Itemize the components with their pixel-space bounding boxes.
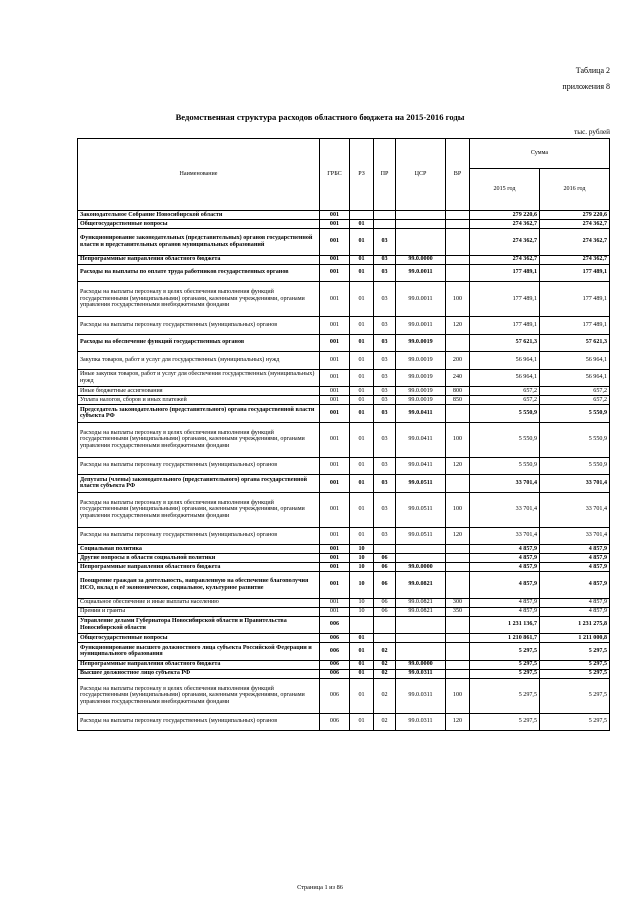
row-rz-cell: 01 (350, 334, 374, 352)
row-name-cell: Расходы на выплаты персоналу в целях обеспечения выполнения функций государственными (муниципальными) органами, казенными учреждениями, органами управления государственными внебюджетными фондами (78, 492, 320, 527)
col-header-grbs: ГРБС (320, 139, 350, 211)
row-csr-cell: 99.0.0011 (396, 317, 446, 335)
row-2016-cell: 5 297,5 (540, 678, 610, 713)
row-rz-cell: 01 (350, 405, 374, 423)
row-pr-cell: 03 (374, 369, 396, 387)
row-csr-cell (396, 616, 446, 634)
row-pr-cell: 06 (374, 563, 396, 572)
row-rz-cell: 10 (350, 607, 374, 616)
row-vr-cell (446, 475, 470, 493)
row-csr-cell: 99.0.0311 (396, 669, 446, 678)
row-2016-cell: 5 297,5 (540, 660, 610, 669)
row-2015-cell: 4 857,9 (470, 572, 540, 599)
row-pr-cell: 02 (374, 660, 396, 669)
row-vr-cell (446, 572, 470, 599)
row-2015-cell: 33 701,4 (470, 475, 540, 493)
row-name-cell: Функционирование законодательных (представительных) органов государственной власти и представительных органов муниципальных образований (78, 229, 320, 256)
row-rz-cell: 01 (350, 527, 374, 545)
row-pr-cell: 03 (374, 282, 396, 317)
table-row (78, 527, 610, 545)
row-2015-cell: 4 857,9 (470, 607, 540, 616)
table-row (78, 669, 610, 678)
col-header-sum: Сумма (470, 139, 610, 169)
table-row (78, 678, 610, 713)
row-vr-cell: 120 (446, 317, 470, 335)
row-csr-cell: 99.0.0011 (396, 264, 446, 282)
row-rz-cell: 10 (350, 572, 374, 599)
row-pr-cell: 03 (374, 334, 396, 352)
row-grbs-cell: 001 (320, 387, 350, 396)
row-2015-cell: 56 964,1 (470, 352, 540, 370)
row-vr-cell: 800 (446, 387, 470, 396)
row-grbs-cell: 001 (320, 563, 350, 572)
row-rz-cell: 01 (350, 352, 374, 370)
row-2015-cell: 274 362,7 (470, 220, 540, 229)
table-row (78, 317, 610, 335)
row-pr-cell: 03 (374, 317, 396, 335)
row-name-cell: Расходы на выплаты персоналу государственных (муниципальных) органов (78, 457, 320, 475)
row-2015-cell: 4 857,9 (470, 563, 540, 572)
row-pr-cell: 02 (374, 678, 396, 713)
row-2016-cell: 177 489,1 (540, 317, 610, 335)
row-rz-cell: 01 (350, 220, 374, 229)
row-csr-cell (396, 211, 446, 220)
row-vr-cell (446, 643, 470, 661)
row-rz-cell: 01 (350, 282, 374, 317)
document-title: Ведомственная структура расходов областного бюджета на 2015-2016 годы (175, 112, 465, 122)
row-grbs-cell: 001 (320, 220, 350, 229)
row-pr-cell (374, 634, 396, 643)
row-2015-cell: 657,2 (470, 396, 540, 405)
row-vr-cell: 100 (446, 282, 470, 317)
row-grbs-cell: 001 (320, 554, 350, 563)
row-name-cell: Непрограммные направления областного бюджета (78, 255, 320, 264)
row-grbs-cell: 001 (320, 572, 350, 599)
row-2016-cell: 4 857,9 (540, 598, 610, 607)
table-row (78, 554, 610, 563)
row-csr-cell (396, 634, 446, 643)
table-row (78, 616, 610, 634)
row-csr-cell: 99.0.0511 (396, 475, 446, 493)
row-vr-cell (446, 563, 470, 572)
row-2015-cell: 177 489,1 (470, 264, 540, 282)
page-number: Страница 1 из 86 (297, 884, 343, 891)
row-csr-cell: 99.0.0311 (396, 713, 446, 731)
row-vr-cell: 100 (446, 492, 470, 527)
row-name-cell: Непрограммные направления областного бюджета (78, 563, 320, 572)
row-rz-cell: 01 (350, 264, 374, 282)
row-vr-cell (446, 264, 470, 282)
row-pr-cell: 03 (374, 229, 396, 256)
row-csr-cell: 99.0.0000 (396, 660, 446, 669)
row-pr-cell (374, 616, 396, 634)
row-vr-cell (446, 669, 470, 678)
row-pr-cell: 03 (374, 422, 396, 457)
units-label: тыс. рублей (574, 128, 610, 136)
row-rz-cell: 10 (350, 563, 374, 572)
row-name-cell: Общегосударственные вопросы (78, 634, 320, 643)
row-name-cell: Другие вопросы в области социальной политики (78, 554, 320, 563)
row-grbs-cell: 001 (320, 422, 350, 457)
row-2016-cell: 4 857,9 (540, 554, 610, 563)
col-header-2015: 2015 год (470, 169, 540, 211)
row-2015-cell: 33 701,4 (470, 492, 540, 527)
row-2015-cell: 5 297,5 (470, 660, 540, 669)
row-grbs-cell: 001 (320, 264, 350, 282)
table-row (78, 492, 610, 527)
row-grbs-cell: 001 (320, 405, 350, 423)
row-grbs-cell: 001 (320, 369, 350, 387)
row-2016-cell: 5 550,9 (540, 422, 610, 457)
col-header-csr: ЦСР (396, 139, 446, 211)
table-row (78, 598, 610, 607)
row-2015-cell: 4 857,9 (470, 598, 540, 607)
table-row (78, 220, 610, 229)
row-grbs-cell: 001 (320, 492, 350, 527)
row-csr-cell: 99.0.0821 (396, 607, 446, 616)
row-grbs-cell: 006 (320, 634, 350, 643)
col-header-2016: 2016 год (540, 169, 610, 211)
row-name-cell: Непрограммные направления областного бюджета (78, 660, 320, 669)
row-csr-cell: 99.0.0511 (396, 492, 446, 527)
row-2016-cell: 33 701,4 (540, 527, 610, 545)
row-vr-cell (446, 229, 470, 256)
row-grbs-cell: 006 (320, 669, 350, 678)
row-pr-cell: 03 (374, 527, 396, 545)
col-header-name: Наименование (78, 139, 320, 211)
table-row (78, 607, 610, 616)
row-rz-cell: 01 (350, 255, 374, 264)
row-2015-cell: 33 701,4 (470, 527, 540, 545)
row-2016-cell: 1 211 000,8 (540, 634, 610, 643)
row-rz-cell: 10 (350, 554, 374, 563)
row-vr-cell: 240 (446, 369, 470, 387)
row-grbs-cell: 006 (320, 643, 350, 661)
row-csr-cell: 99.0.0019 (396, 334, 446, 352)
row-grbs-cell: 001 (320, 352, 350, 370)
row-rz-cell (350, 616, 374, 634)
row-2016-cell: 279 220,6 (540, 211, 610, 220)
row-2015-cell: 177 489,1 (470, 317, 540, 335)
row-csr-cell (396, 220, 446, 229)
row-2016-cell: 177 489,1 (540, 264, 610, 282)
row-pr-cell: 03 (374, 492, 396, 527)
row-name-cell: Общегосударственные вопросы (78, 220, 320, 229)
row-name-cell: Расходы на выплаты персоналу в целях обеспечения выполнения функций государственными (муниципальными) органами, казенными учреждениями, органами управления государственными внебюджетными фондами (78, 678, 320, 713)
row-pr-cell: 03 (374, 264, 396, 282)
row-vr-cell (446, 554, 470, 563)
row-csr-cell: 99.0.0011 (396, 282, 446, 317)
row-2016-cell: 657,2 (540, 387, 610, 396)
row-2016-cell: 274 362,7 (540, 255, 610, 264)
row-csr-cell: 99.0.0411 (396, 457, 446, 475)
table-row (78, 387, 610, 396)
row-grbs-cell: 001 (320, 334, 350, 352)
row-2016-cell: 56 964,1 (540, 352, 610, 370)
row-pr-cell: 03 (374, 405, 396, 423)
row-csr-cell: 99.0.0821 (396, 572, 446, 599)
row-vr-cell: 350 (446, 607, 470, 616)
row-grbs-cell: 001 (320, 317, 350, 335)
row-csr-cell (396, 643, 446, 661)
table-row (78, 643, 610, 661)
row-vr-cell (446, 255, 470, 264)
row-rz-cell: 10 (350, 545, 374, 554)
row-2016-cell: 33 701,4 (540, 475, 610, 493)
row-2015-cell: 4 857,9 (470, 545, 540, 554)
row-2016-cell: 274 362,7 (540, 229, 610, 256)
table-row (78, 211, 610, 220)
row-csr-cell: 99.0.0821 (396, 598, 446, 607)
row-name-cell: Высшее должностное лицо субъекта РФ (78, 669, 320, 678)
row-grbs-cell: 001 (320, 598, 350, 607)
row-name-cell: Расходы на выплаты персоналу в целях обеспечения выполнения функций государственными (муниципальными) органами, казенными учреждениями, органами управления государственными внебюджетными фондами (78, 422, 320, 457)
row-rz-cell: 01 (350, 317, 374, 335)
table-row (78, 545, 610, 554)
row-grbs-cell: 001 (320, 527, 350, 545)
row-2016-cell: 274 362,7 (540, 220, 610, 229)
row-vr-cell (446, 405, 470, 423)
row-vr-cell: 100 (446, 678, 470, 713)
row-name-cell: Расходы на выплаты по оплате труда работников государственных органов (78, 264, 320, 282)
row-vr-cell (446, 211, 470, 220)
table-row (78, 352, 610, 370)
row-2016-cell: 5 297,5 (540, 669, 610, 678)
row-name-cell: Расходы на выплаты персоналу в целях обеспечения выполнения функций государственными (муниципальными) органами, казенными учреждениями, органами управления государственными внебюджетными фондами (78, 282, 320, 317)
row-rz-cell: 01 (350, 492, 374, 527)
row-grbs-cell: 006 (320, 660, 350, 669)
row-2015-cell: 274 362,7 (470, 255, 540, 264)
row-grbs-cell: 001 (320, 396, 350, 405)
row-grbs-cell: 001 (320, 282, 350, 317)
row-2016-cell: 177 489,1 (540, 282, 610, 317)
row-grbs-cell: 001 (320, 255, 350, 264)
row-rz-cell: 01 (350, 660, 374, 669)
row-2015-cell: 56 964,1 (470, 369, 540, 387)
row-2016-cell: 4 857,9 (540, 545, 610, 554)
row-name-cell: Социальное обеспечение и иные выплаты населению (78, 598, 320, 607)
row-csr-cell: 99.0.0000 (396, 563, 446, 572)
row-2016-cell: 5 550,9 (540, 457, 610, 475)
row-rz-cell: 01 (350, 713, 374, 731)
row-vr-cell: 120 (446, 527, 470, 545)
row-csr-cell: 99.0.0511 (396, 527, 446, 545)
row-rz-cell: 01 (350, 229, 374, 256)
row-2016-cell: 33 701,4 (540, 492, 610, 527)
row-rz-cell: 01 (350, 396, 374, 405)
table-row (78, 229, 610, 256)
row-pr-cell: 03 (374, 457, 396, 475)
row-2016-cell: 57 621,3 (540, 334, 610, 352)
table-row (78, 264, 610, 282)
row-pr-cell: 03 (374, 255, 396, 264)
row-csr-cell: 99.0.0019 (396, 387, 446, 396)
row-2016-cell: 56 964,1 (540, 369, 610, 387)
row-grbs-cell: 001 (320, 475, 350, 493)
row-grbs-cell: 006 (320, 713, 350, 731)
row-csr-cell: 99.0.0311 (396, 678, 446, 713)
row-csr-cell: 99.0.0411 (396, 422, 446, 457)
row-2016-cell: 657,2 (540, 396, 610, 405)
row-2016-cell: 4 857,9 (540, 572, 610, 599)
row-name-cell: Расходы на выплаты персоналу государственных (муниципальных) органов (78, 527, 320, 545)
table-row (78, 255, 610, 264)
row-rz-cell: 01 (350, 475, 374, 493)
table-row (78, 572, 610, 599)
row-rz-cell: 01 (350, 387, 374, 396)
row-vr-cell (446, 634, 470, 643)
row-grbs-cell: 001 (320, 457, 350, 475)
row-grbs-cell: 001 (320, 545, 350, 554)
row-csr-cell: 99.0.0000 (396, 255, 446, 264)
row-vr-cell (446, 220, 470, 229)
row-pr-cell (374, 211, 396, 220)
row-2016-cell: 1 231 275,8 (540, 616, 610, 634)
budget-table-body (78, 211, 610, 731)
row-2016-cell: 5 297,5 (540, 713, 610, 731)
row-pr-cell: 03 (374, 387, 396, 396)
row-vr-cell (446, 660, 470, 669)
table-row (78, 334, 610, 352)
row-rz-cell: 10 (350, 598, 374, 607)
row-csr-cell: 99.0.0019 (396, 352, 446, 370)
row-grbs-cell: 001 (320, 607, 350, 616)
row-name-cell: Управление делами Губернатора Новосибирской области и Правительства Новосибирской области (78, 616, 320, 634)
row-csr-cell (396, 229, 446, 256)
row-2015-cell: 5 550,9 (470, 405, 540, 423)
row-name-cell: Поощрение граждан за деятельность, направленную на обеспечение благополучия НСО, вклад в её экономическое, социальное, культурное развитие (78, 572, 320, 599)
row-name-cell: Законодательное Собрание Новосибирской области (78, 211, 320, 220)
table-row (78, 634, 610, 643)
row-2015-cell: 5 550,9 (470, 457, 540, 475)
row-pr-cell: 03 (374, 352, 396, 370)
row-name-cell: Расходы на обеспечение функций государственных органов (78, 334, 320, 352)
row-2015-cell: 657,2 (470, 387, 540, 396)
row-name-cell: Депутаты (члены) законодательного (представительного) органа государственной власти субъекта РФ (78, 475, 320, 493)
row-2015-cell: 5 297,5 (470, 643, 540, 661)
row-pr-cell: 03 (374, 396, 396, 405)
row-2016-cell: 4 857,9 (540, 607, 610, 616)
row-name-cell: Расходы на выплаты персоналу государственных (муниципальных) органов (78, 317, 320, 335)
row-vr-cell: 100 (446, 422, 470, 457)
row-vr-cell: 200 (446, 352, 470, 370)
row-2015-cell: 1 210 861,7 (470, 634, 540, 643)
row-name-cell: Уплата налогов, сборов и иных платежей (78, 396, 320, 405)
row-rz-cell: 01 (350, 457, 374, 475)
row-vr-cell: 850 (446, 396, 470, 405)
row-2015-cell: 177 489,1 (470, 282, 540, 317)
col-header-vr: ВР (446, 139, 470, 211)
row-name-cell: Председатель законодательного (представительного) органа государственной власти субъекта РФ (78, 405, 320, 423)
table-row (78, 660, 610, 669)
row-vr-cell: 120 (446, 457, 470, 475)
row-rz-cell: 01 (350, 634, 374, 643)
table-row (78, 405, 610, 423)
table-row (78, 713, 610, 731)
row-rz-cell: 01 (350, 669, 374, 678)
table-row (78, 563, 610, 572)
row-csr-cell: 99.0.0411 (396, 405, 446, 423)
appendix-label: приложения 8 (562, 82, 610, 91)
row-pr-cell: 06 (374, 572, 396, 599)
row-csr-cell (396, 545, 446, 554)
row-name-cell: Иные бюджетные ассигнования (78, 387, 320, 396)
row-vr-cell: 120 (446, 713, 470, 731)
row-pr-cell: 06 (374, 607, 396, 616)
row-csr-cell: 99.0.0019 (396, 396, 446, 405)
row-pr-cell: 03 (374, 475, 396, 493)
table-row (78, 475, 610, 493)
row-2015-cell: 274 362,7 (470, 229, 540, 256)
row-rz-cell: 01 (350, 678, 374, 713)
row-2016-cell: 5 297,5 (540, 643, 610, 661)
row-csr-cell (396, 554, 446, 563)
row-vr-cell (446, 616, 470, 634)
table-row (78, 457, 610, 475)
table-row (78, 369, 610, 387)
row-grbs-cell: 006 (320, 616, 350, 634)
row-rz-cell: 01 (350, 643, 374, 661)
row-2015-cell: 5 297,5 (470, 713, 540, 731)
row-name-cell: Функционирование высшего должностного лица субъекта Российской Федерации и муниципального образования (78, 643, 320, 661)
row-name-cell: Иные закупки товаров, работ и услуг для обеспечения государственных (муниципальных) нужд (78, 369, 320, 387)
row-2015-cell: 1 231 136,7 (470, 616, 540, 634)
table-number-label: Таблица 2 (575, 66, 610, 75)
row-vr-cell (446, 545, 470, 554)
row-2015-cell: 4 857,9 (470, 554, 540, 563)
row-name-cell: Закупка товаров, работ и услуг для государственных (муниципальных) нужд (78, 352, 320, 370)
row-2015-cell: 5 297,5 (470, 678, 540, 713)
row-2015-cell: 57 621,3 (470, 334, 540, 352)
col-header-pr: ПР (374, 139, 396, 211)
row-name-cell: Расходы на выплаты персоналу государственных (муниципальных) органов (78, 713, 320, 731)
row-grbs-cell: 001 (320, 229, 350, 256)
row-grbs-cell: 006 (320, 678, 350, 713)
row-rz-cell (350, 211, 374, 220)
row-rz-cell: 01 (350, 369, 374, 387)
row-2015-cell: 5 550,9 (470, 422, 540, 457)
row-csr-cell: 99.0.0019 (396, 369, 446, 387)
row-pr-cell: 06 (374, 598, 396, 607)
table-row (78, 422, 610, 457)
row-rz-cell: 01 (350, 422, 374, 457)
row-vr-cell (446, 334, 470, 352)
table-row (78, 282, 610, 317)
col-header-rz: РЗ (350, 139, 374, 211)
row-pr-cell: 06 (374, 554, 396, 563)
budget-table (77, 138, 610, 731)
row-grbs-cell: 001 (320, 211, 350, 220)
row-2016-cell: 4 857,9 (540, 563, 610, 572)
row-pr-cell (374, 220, 396, 229)
row-2015-cell: 5 297,5 (470, 669, 540, 678)
row-pr-cell: 02 (374, 713, 396, 731)
row-pr-cell: 02 (374, 643, 396, 661)
row-2016-cell: 5 550,9 (540, 405, 610, 423)
row-name-cell: Премии и гранты (78, 607, 320, 616)
row-pr-cell: 02 (374, 669, 396, 678)
table-row (78, 396, 610, 405)
row-pr-cell (374, 545, 396, 554)
row-2015-cell: 279 220,6 (470, 211, 540, 220)
row-vr-cell: 300 (446, 598, 470, 607)
row-name-cell: Социальная политика (78, 545, 320, 554)
